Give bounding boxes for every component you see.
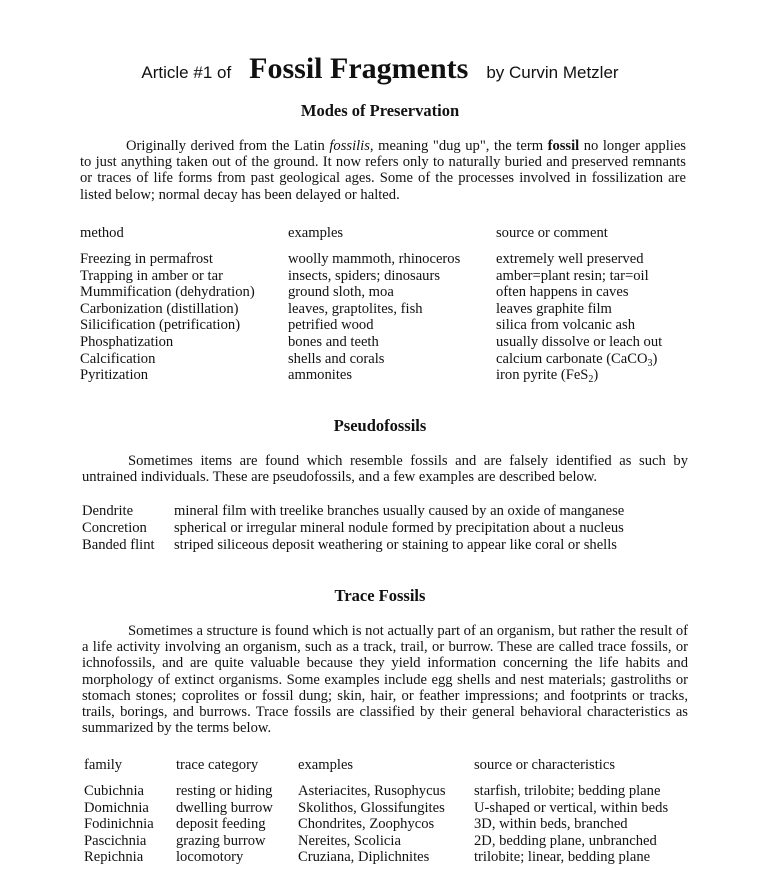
latin-word: fossilis: [329, 138, 370, 154]
examples-cell: insects, spiders; dinosaurs: [288, 267, 441, 284]
method-cell: Trapping in amber or tar: [80, 267, 223, 284]
examples-cell: ground sloth, moa: [288, 284, 394, 301]
category-cell: deposit feeding: [176, 816, 266, 833]
comment-cell: [496, 351, 657, 368]
trace-table-header: [84, 757, 694, 777]
comment-suffix: ): [593, 367, 599, 384]
comment-text: extremely well preserved: [496, 251, 644, 267]
pseudofossils-heading: Pseudofossils: [333, 416, 427, 435]
method-cell: Pyritization: [80, 367, 149, 384]
method-cell: Carbonization (distillation): [80, 300, 239, 317]
characteristics-cell: U-shaped or vertical, within beds: [474, 799, 669, 816]
family-cell: Pascichnia: [84, 832, 147, 849]
category-cell: grazing burrow: [176, 832, 266, 849]
table-row: [80, 317, 700, 334]
pseudofossils-intro: Sometimes items are found which resemble fossils and are falsely identified as such by untrained individuals. These are pseudofossils, and a few examples are described below.: [82, 453, 688, 486]
pseudofossil-term: Dendrite: [82, 503, 134, 519]
preservation-table-header: [80, 225, 700, 245]
table-row: [80, 367, 700, 384]
column-header-examples: examples: [298, 757, 354, 773]
list-item: [82, 503, 692, 520]
trace-fossils-intro: Sometimes a structure is found which is not actually part of an organism, but rather the result of a life activity involving an organism, such as a track, trail, or burrow. These are called trace fossils, or ichnofossils, and are quite valuable because they yield information concerning the life habits and morphology of extinct organisms. Some examples include egg shells and nest materials; gastroliths or stomach stones; coprolites or fossil dung; skin, hair, or feather impressions; and footprints or tracks, trails, borings, and burrows. Trace fossils are classified by their general behavioral characteristics as summarized by the terms below.: [82, 623, 688, 737]
comment-text: calcium carbonate (CaCO: [496, 350, 648, 367]
column-header-examples: examples: [288, 225, 344, 241]
family-cell: Domichnia: [84, 799, 149, 816]
comment-suffix: ): [652, 350, 658, 367]
method-cell: Phosphatization: [80, 333, 174, 350]
preservation-heading: Modes of Preservation: [300, 101, 460, 120]
comment-cell: [496, 301, 612, 318]
pseudofossil-description: mineral film with treelike branches usually caused by an oxide of manganese: [174, 503, 625, 519]
examples-cell: woolly mammoth, rhinoceros: [288, 251, 461, 267]
comment-cell: [496, 268, 649, 285]
column-header-family: family: [84, 757, 123, 773]
preservation-intro: Originally derived from the Latin fossilis, meaning "dug up", the term fossil no longer applies to just anything taken out of the ground. It now refers only to naturally buried and preserved remnants or traces of life forms from past geological ages. Some of the processes involved in fossilization are listed below; normal decay has been delayed or halted.: [80, 138, 686, 203]
table-row: [80, 251, 700, 268]
comment-cell: [496, 317, 635, 334]
column-header-characteristics: source or characteristics: [474, 757, 615, 773]
table-row: [84, 816, 694, 833]
table-row: [84, 833, 694, 850]
family-cell: Repichnia: [84, 849, 144, 866]
comment-cell: [496, 284, 629, 301]
comment-text: amber=plant resin; tar=oil: [496, 267, 649, 284]
list-item: [82, 537, 692, 554]
comment-cell: [496, 251, 644, 268]
pseudofossil-term: Concretion: [82, 520, 147, 536]
family-cell: Fodinichnia: [84, 816, 154, 833]
examples-cell: Skolithos, Glossifungites: [298, 799, 445, 816]
category-cell: dwelling burrow: [176, 799, 273, 816]
examples-cell: Chondrites, Zoophycos: [298, 816, 435, 833]
examples-cell: bones and teeth: [288, 333, 379, 350]
table-row: [80, 351, 700, 368]
examples-cell: leaves, graptolites, fish: [288, 300, 423, 317]
method-cell: Mummification (dehydration): [80, 284, 255, 301]
article-number: Article #1 of: [141, 63, 232, 82]
characteristics-cell: 3D, within beds, branched: [474, 816, 628, 833]
table-row: [80, 334, 700, 351]
characteristics-cell: trilobite; linear, bedding plane: [474, 849, 651, 866]
examples-cell: Cruziana, Diplichnites: [298, 849, 430, 866]
pseudofossil-description: spherical or irregular mineral nodule formed by precipitation about a nucleus: [174, 520, 624, 536]
subscript: 2: [588, 374, 594, 386]
table-row: [80, 301, 700, 318]
trace-fossils-table: [84, 757, 694, 866]
pseudofossil-term: Banded flint: [82, 537, 155, 553]
category-cell: locomotory: [176, 849, 244, 866]
preservation-table: [80, 225, 700, 384]
examples-cell: ammonites: [288, 367, 353, 384]
article-byline: by Curvin Metzler: [486, 63, 619, 82]
fossil-term: fossil: [547, 138, 580, 154]
article-title: Fossil Fragments: [249, 52, 469, 85]
characteristics-cell: 2D, bedding plane, unbranched: [474, 832, 657, 849]
comment-cell: [496, 367, 598, 384]
column-header-comment: source or comment: [496, 225, 608, 241]
family-cell: Cubichnia: [84, 783, 144, 799]
examples-cell: Asteriacites, Rusophycus: [298, 783, 446, 799]
pseudofossils-list: [82, 503, 692, 554]
trace-fossils-heading: Trace Fossils: [334, 586, 426, 605]
category-cell: resting or hiding: [176, 783, 273, 799]
comment-text: iron pyrite (FeS: [496, 367, 589, 384]
comment-text: usually dissolve or leach out: [496, 333, 663, 350]
table-row: [84, 849, 694, 866]
method-cell: Silicification (petrification): [80, 317, 241, 334]
method-cell: Freezing in permafrost: [80, 251, 213, 267]
comment-cell: [496, 334, 662, 351]
article-header: [0, 52, 760, 86]
comment-text: often happens in caves: [496, 284, 629, 301]
table-row: [84, 800, 694, 817]
examples-cell: shells and corals: [288, 350, 385, 367]
table-row: [80, 284, 700, 301]
examples-cell: Nereites, Scolicia: [298, 832, 401, 849]
subscript: 3: [647, 357, 653, 369]
list-item: [82, 520, 692, 537]
pseudofossil-description: striped siliceous deposit weathering or staining to appear like coral or shells: [174, 537, 617, 553]
column-header-method: method: [80, 225, 124, 241]
column-header-category: trace category: [176, 757, 259, 773]
characteristics-cell: starfish, trilobite; bedding plane: [474, 783, 661, 799]
table-row: [80, 268, 700, 285]
method-cell: Calcification: [80, 350, 156, 367]
examples-cell: petrified wood: [288, 317, 374, 334]
table-row: [84, 783, 694, 800]
comment-text: leaves graphite film: [496, 300, 612, 317]
comment-text: silica from volcanic ash: [496, 317, 635, 334]
